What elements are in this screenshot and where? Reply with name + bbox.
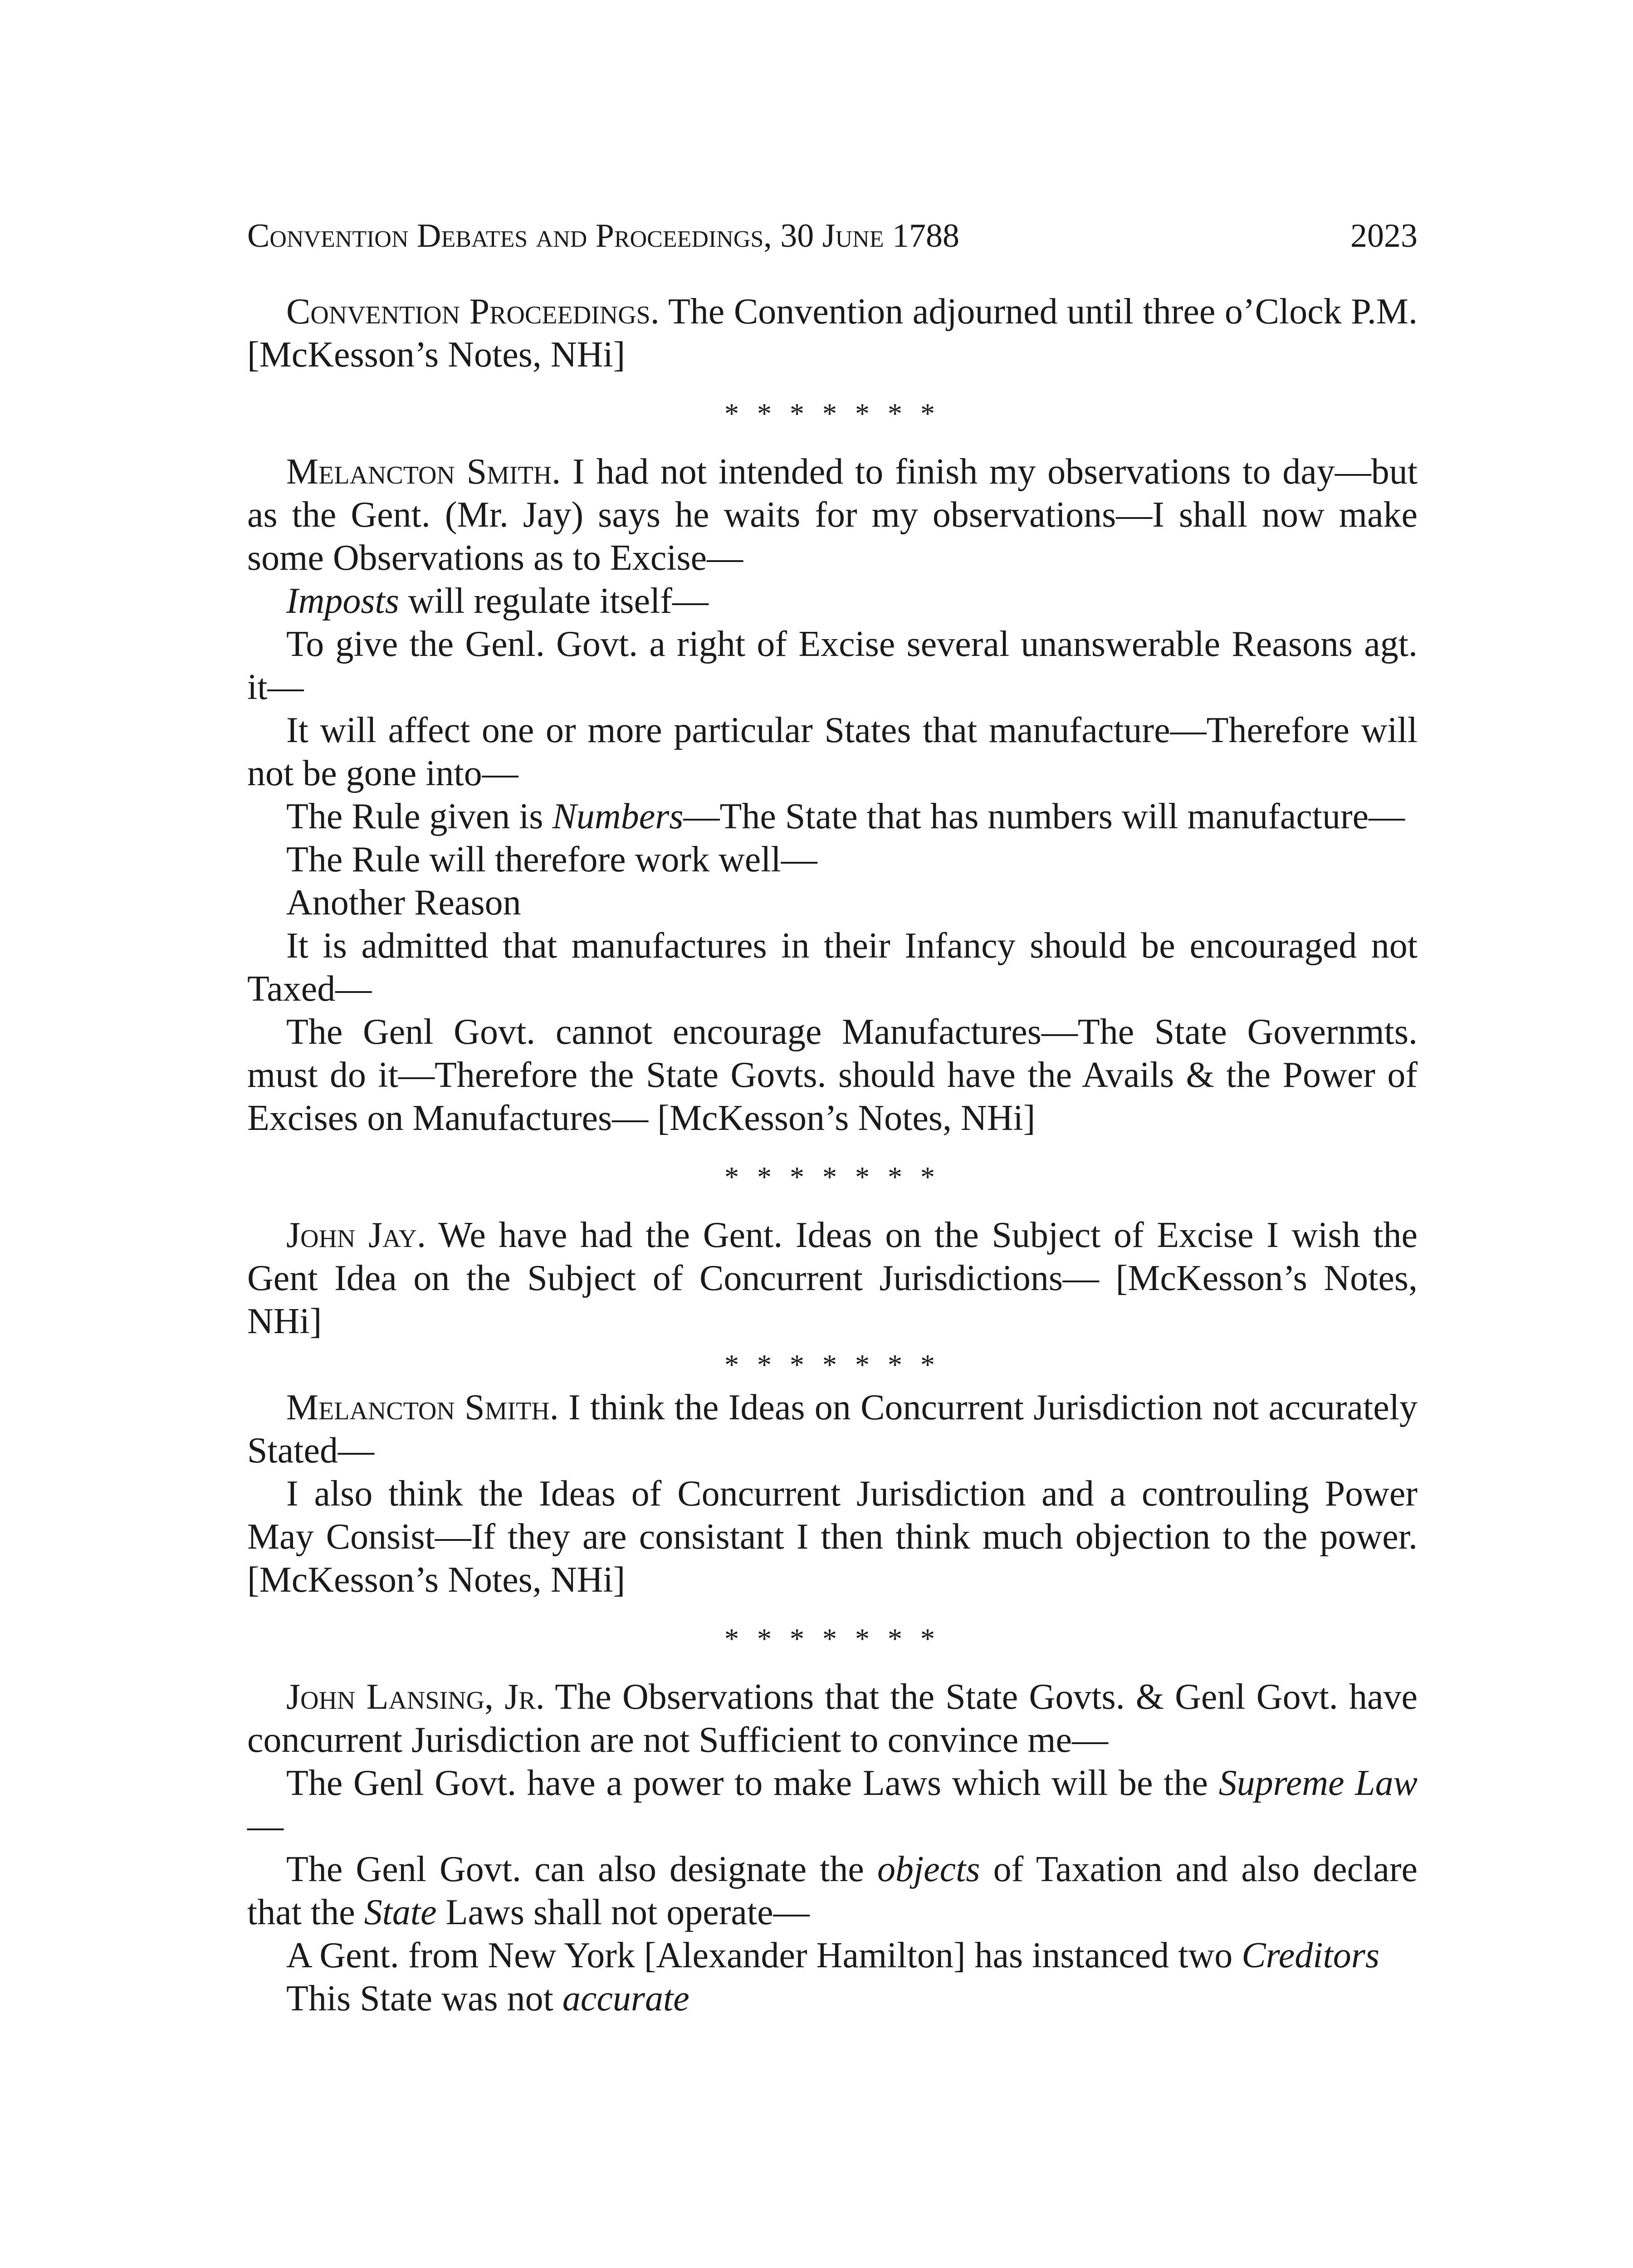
paragraph-text: of Taxation and also declare that the <box>247 1849 1418 1932</box>
emphasis: Supreme Law <box>1218 1763 1418 1803</box>
paragraph-text: Laws shall not operate— <box>436 1892 810 1932</box>
paragraph-text: I had not intended to finish my observations to day—but as the Gent. (Mr. Jay) says he waits for my observations—I shall now make some Observations as to Excise— <box>247 452 1418 578</box>
paragraph-john-jay <box>247 1214 1418 1343</box>
paragraph-text: The Observations that the State Govts. & Genl Govt. have concurrent Jurisdiction are not Sufficient to convince me— <box>247 1677 1418 1760</box>
paragraph <box>247 1934 1418 1977</box>
paragraph-text: We have had the Gent. Ideas on the Subject of Excise I wish the Gent Idea on the Subject of Concurrent Jurisdictions— [McKesson’s Notes, NHi] <box>247 1215 1418 1341</box>
emphasis: accurate <box>562 1979 689 2019</box>
paragraph-text: — <box>247 1806 284 1846</box>
paragraph: To give the Genl. Govt. a right of Excise several unanswerable Reasons agt. it— <box>247 624 1418 707</box>
paragraph-text: I think the Ideas on Concurrent Jurisdiction not accurately Stated— <box>247 1388 1418 1471</box>
paragraph-text: —The State that has numbers will manufacture— <box>683 797 1405 836</box>
paragraph-melancton-smith <box>247 450 1418 580</box>
section-separator: * * * * * * * <box>724 1623 940 1655</box>
paragraph-text: The Rule given is <box>286 797 552 836</box>
paragraph: I also think the Ideas of Concurrent Jurisdiction and a controuling Power May Consist—If they are consistant I then think much objection to the power. [McKesson’s Notes, NHi] <box>247 1474 1418 1600</box>
speaker-name: John Jay. <box>286 1215 426 1255</box>
paragraph <box>247 1762 1418 1848</box>
section-separator: * * * * * * * <box>724 1161 940 1193</box>
paragraph <box>247 1848 1418 1934</box>
speaker-name: Convention Proceedings. <box>286 292 660 332</box>
speaker-name: Melancton Smith. <box>286 1388 559 1427</box>
emphasis: Creditors <box>1242 1936 1379 1975</box>
paragraph-text: The Convention adjourned until three o’Clock P.M. [McKesson’s Notes, NHi] <box>247 292 1418 375</box>
emphasis: Numbers <box>552 797 684 836</box>
paragraph <box>247 1977 1418 2020</box>
paragraph: It is admitted that manufactures in their Infancy should be encouraged not Taxed— <box>247 926 1418 1009</box>
paragraph <box>247 795 1418 838</box>
paragraph-john-lansing <box>247 1676 1418 1762</box>
paragraph-text: The Genl Govt. can also designate the <box>286 1849 877 1889</box>
paragraph: Another Reason <box>286 883 521 923</box>
emphasis: Imposts <box>286 581 399 621</box>
section-separator: * * * * * * * <box>724 397 940 430</box>
emphasis: State <box>364 1892 437 1932</box>
document-page <box>247 213 1418 2020</box>
paragraph-convention-proceedings <box>247 290 1418 376</box>
speaker-name: Melancton Smith. <box>286 452 561 492</box>
paragraph: It will affect one or more particular States that manufacture—Therefore will not be gone into— <box>247 710 1418 793</box>
running-head-title: Convention Debates and Proceedings, 30 June 1788 <box>247 217 959 254</box>
paragraph-text: This State was not <box>286 1979 562 2019</box>
paragraph-text: will regulate itself— <box>399 581 709 621</box>
page-number: 2023 <box>1350 217 1418 254</box>
paragraph <box>247 580 1418 623</box>
emphasis: objects <box>877 1849 980 1889</box>
paragraph: The Rule will therefore work well— <box>286 840 817 880</box>
paragraph-melancton-smith <box>247 1386 1418 1472</box>
section-separator: * * * * * * * <box>724 1349 940 1381</box>
paragraph-text: A Gent. from New York [Alexander Hamilton] has instanced two <box>286 1936 1242 1975</box>
running-head <box>247 213 1418 259</box>
paragraph-text: The Genl Govt. have a power to make Laws which will be the <box>286 1763 1219 1803</box>
body-text <box>247 290 1418 2020</box>
paragraph: The Genl Govt. cannot encourage Manufactures—The State Governmts. must do it—Therefore the State Govts. should have the Avails & the Power of Excises on Manufactures— [McKesson’s Notes, NHi] <box>247 1012 1418 1138</box>
speaker-name: John Lansing, Jr. <box>286 1677 545 1717</box>
